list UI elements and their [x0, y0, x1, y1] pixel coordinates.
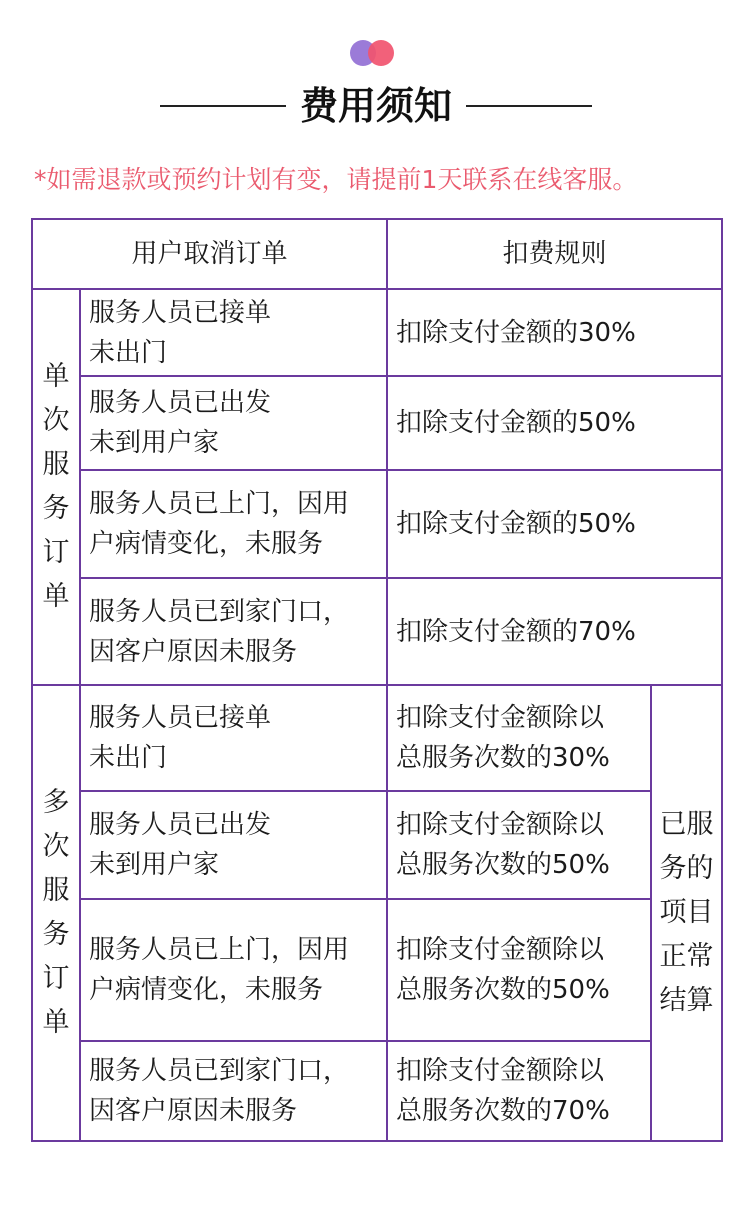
pink-dot-icon: [368, 40, 394, 66]
logo-dots: [350, 40, 396, 66]
rule-cell: 扣除支付金额的50%: [387, 470, 722, 578]
situation-cell: 服务人员已出发 未到用户家: [80, 791, 387, 899]
table-row: [32, 376, 722, 470]
category-single: 单次服务订单: [32, 289, 80, 685]
situation-cell: 服务人员已上门，因用 户病情变化，未服务: [80, 899, 387, 1041]
rule-cell: 扣除支付金额的70%: [387, 578, 722, 685]
situation-cell: 服务人员已出发 未到用户家: [80, 376, 387, 470]
rule-cell: 扣除支付金额除以 总服务次数的50%: [387, 791, 651, 899]
situation-cell: 服务人员已上门，因用 户病情变化，未服务: [80, 470, 387, 578]
table-row: [32, 791, 722, 899]
situation-cell: 服务人员已接单 未出门: [80, 289, 387, 376]
table-row: [32, 578, 722, 685]
header-cancel: 用户取消订单: [32, 219, 387, 289]
fee-table: [31, 218, 723, 1142]
situation-cell: 服务人员已接单 未出门: [80, 685, 387, 791]
table-row: [32, 899, 722, 1041]
rule-cell: 扣除支付金额的50%: [387, 376, 722, 470]
table-row: [32, 470, 722, 578]
table-row: [32, 1041, 722, 1141]
settle-note: 已服务的项目正常结算: [651, 685, 722, 1141]
table-header-row: [32, 219, 722, 289]
title-row: [0, 78, 750, 134]
situation-cell: 服务人员已到家门口， 因客户原因未服务: [80, 578, 387, 685]
rule-cell: 扣除支付金额除以 总服务次数的30%: [387, 685, 651, 791]
title-divider-right: [466, 105, 592, 107]
header-rule: 扣费规则: [387, 219, 722, 289]
situation-cell: 服务人员已到家门口， 因客户原因未服务: [80, 1041, 387, 1141]
table-row: [32, 289, 722, 376]
page-title: 费用须知: [299, 84, 452, 128]
category-multi: 多次服务订单: [32, 685, 80, 1141]
rule-cell: 扣除支付金额除以 总服务次数的50%: [387, 899, 651, 1041]
title-divider-left: [160, 105, 286, 107]
refund-notice: *如需退款或预约计划有变，请提前1天联系在线客服。: [34, 165, 638, 194]
rule-cell: 扣除支付金额的30%: [387, 289, 722, 376]
table-row: [32, 685, 722, 791]
rule-cell: 扣除支付金额除以 总服务次数的70%: [387, 1041, 651, 1141]
